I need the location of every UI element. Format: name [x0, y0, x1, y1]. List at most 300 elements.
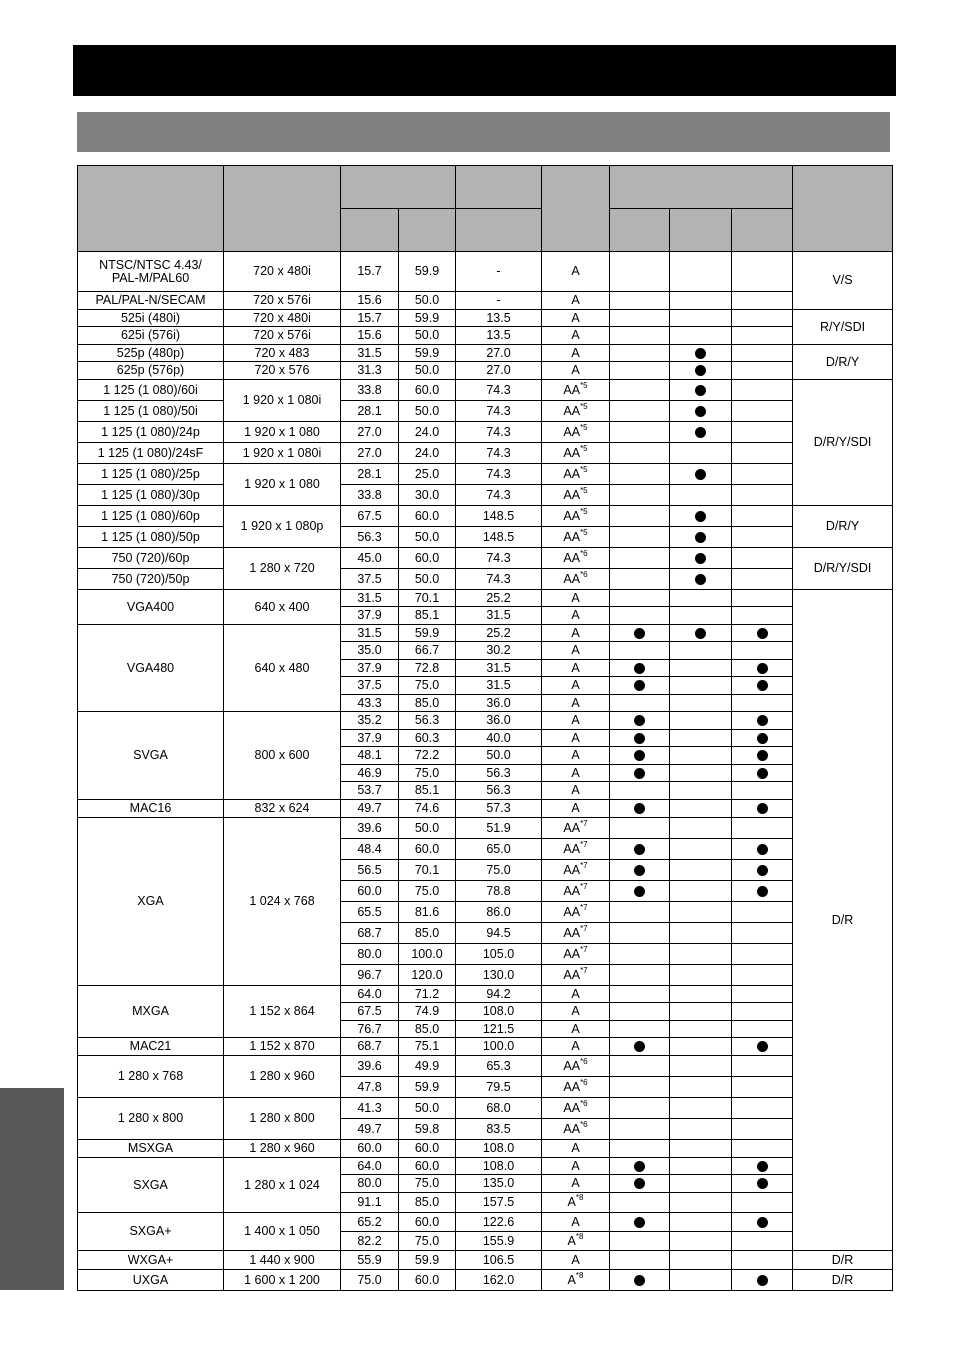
h-freq-cell-text: 15.7 [357, 310, 382, 325]
v-freq-cell-text: 59.9 [414, 1079, 440, 1094]
mode-cell [78, 327, 224, 345]
header-compat-2 [670, 209, 732, 252]
h-freq-cell [341, 252, 399, 292]
compat-cell-3 [732, 422, 793, 443]
compat-cell-1 [610, 782, 670, 800]
dot-clock-cell [456, 443, 542, 464]
header-horizontal [341, 209, 399, 252]
quality-cell [542, 548, 610, 569]
v-freq-cell [399, 345, 456, 362]
quality-cell-text: A [571, 345, 580, 360]
supported-dot-icon [757, 1217, 768, 1228]
resolution-cell [224, 422, 341, 443]
supported-dot-icon [757, 680, 768, 691]
supported-dot-icon [695, 532, 706, 543]
quality-cell [542, 625, 610, 642]
supported-dot-icon [695, 348, 706, 359]
v-freq-cell-text: 100.0 [411, 946, 443, 961]
compat-cell-1 [610, 944, 670, 965]
h-freq-cell-text: 49.7 [357, 1121, 382, 1136]
supported-dot-icon [695, 469, 706, 480]
compat-cell-1 [610, 712, 670, 730]
compat-cell-3 [732, 380, 793, 401]
dot-clock-cell-text: 56.3 [486, 783, 511, 797]
dot-clock-cell [456, 1140, 542, 1158]
dot-clock-cell [456, 362, 542, 380]
header-picture-quality [542, 166, 610, 252]
compat-cell-1 [610, 422, 670, 443]
compat-cell-3 [732, 625, 793, 642]
mode-cell-text: 1 125 (1 080)/30p [101, 487, 200, 502]
header-scan-frequency [341, 166, 456, 209]
format-cell-text: D/R [831, 1252, 854, 1267]
h-freq-cell-text: 75.0 [357, 1272, 382, 1287]
table-row [78, 327, 893, 345]
supported-dot-icon [695, 406, 706, 417]
h-freq-cell-text: 28.1 [357, 403, 382, 418]
quality-cell-text: AA [563, 1058, 581, 1073]
dot-clock-cell [456, 310, 542, 327]
resolution-cell-text: 720 x 480i [253, 264, 311, 278]
footnote-mark: *6 [580, 569, 588, 579]
mode-cell [78, 485, 224, 506]
compat-cell-1 [610, 1021, 670, 1038]
resolution-cell [224, 362, 341, 380]
h-freq-cell-text: 46.9 [357, 765, 382, 780]
compat-cell-3 [732, 800, 793, 818]
h-freq-cell-text: 31.5 [357, 625, 382, 640]
dot-clock-cell-text: 74.3 [486, 382, 511, 397]
compat-cell-3 [732, 1193, 793, 1213]
quality-cell [542, 569, 610, 590]
compat-cell-1 [610, 310, 670, 327]
h-freq-cell [341, 747, 399, 765]
compat-cell-2 [670, 765, 732, 782]
v-freq-cell [399, 965, 456, 986]
h-freq-cell-text: 80.0 [357, 946, 382, 961]
h-freq-cell [341, 506, 399, 527]
resolution-cell [224, 625, 341, 712]
format-cell [793, 506, 893, 548]
v-freq-cell-text: 72.8 [414, 660, 440, 675]
supported-dot-icon [634, 663, 645, 674]
mode-cell [78, 1140, 224, 1158]
mode-cell [78, 252, 224, 292]
supported-dot-icon [757, 844, 768, 855]
v-freq-cell-text: 60.0 [414, 382, 440, 397]
h-freq-cell-text: 33.8 [357, 382, 382, 397]
v-freq-cell-text: 120.0 [411, 967, 443, 982]
quality-cell-text: A [571, 765, 580, 780]
quality-cell [542, 765, 610, 782]
table-row [78, 292, 893, 310]
mode-cell-text: SXGA [133, 1177, 168, 1192]
v-freq-cell-text: 75.0 [414, 1176, 440, 1190]
resolution-cell-text: 1 024 x 768 [249, 894, 315, 908]
format-cell [793, 548, 893, 590]
compat-cell-2 [670, 1232, 732, 1251]
dot-clock-cell-text: 40.0 [486, 730, 511, 745]
compat-cell-3 [732, 730, 793, 747]
v-freq-cell-text: 59.9 [414, 625, 440, 640]
compat-cell-3 [732, 292, 793, 310]
supported-dot-icon [757, 803, 768, 814]
quality-cell-text: A [571, 293, 580, 307]
v-freq-cell-text: 75.0 [414, 883, 440, 898]
v-freq-cell [399, 1140, 456, 1158]
supported-dot-icon [695, 365, 706, 376]
quality-cell-text: A [571, 695, 580, 710]
v-freq-cell [399, 1232, 456, 1251]
h-freq-cell [341, 1003, 399, 1021]
table-row [78, 401, 893, 422]
compat-cell-1 [610, 1140, 670, 1158]
header-compat-1 [610, 209, 670, 252]
h-freq-cell-text: 35.0 [357, 643, 382, 657]
compat-cell-3 [732, 345, 793, 362]
compat-cell-3 [732, 944, 793, 965]
h-freq-cell [341, 839, 399, 860]
compat-cell-2 [670, 1251, 732, 1270]
resolution-cell [224, 1038, 341, 1056]
v-freq-cell-text: 50.0 [414, 293, 440, 307]
compat-cell-1 [610, 1213, 670, 1232]
quality-cell [542, 1251, 610, 1270]
h-freq-cell [341, 944, 399, 965]
compat-cell-3 [732, 1232, 793, 1251]
v-freq-cell-text: 59.8 [414, 1121, 440, 1136]
v-freq-cell-text: 30.0 [414, 487, 440, 502]
h-freq-cell-text: 55.9 [357, 1252, 382, 1267]
header-compatibility [610, 166, 793, 209]
dot-clock-cell-text: 36.0 [486, 695, 511, 710]
h-freq-cell-text: 64.0 [357, 1158, 382, 1173]
compat-cell-3 [732, 401, 793, 422]
dot-clock-cell-text: 155.9 [482, 1233, 515, 1248]
compat-cell-2 [670, 625, 732, 642]
supported-dot-icon [695, 511, 706, 522]
compat-cell-2 [670, 345, 732, 362]
compat-cell-3 [732, 1098, 793, 1119]
h-freq-cell-text: 37.9 [357, 660, 382, 675]
compat-cell-3 [732, 695, 793, 712]
quality-cell-text: AA [563, 1079, 581, 1094]
v-freq-cell-text: 75.0 [414, 1233, 440, 1248]
compat-cell-1 [610, 548, 670, 569]
h-freq-cell-text: 39.6 [357, 1058, 382, 1073]
dot-clock-cell-text: 36.0 [486, 713, 511, 727]
supported-dot-icon [757, 1275, 768, 1286]
h-freq-cell-text: 60.0 [357, 1141, 382, 1155]
mode-cell-text: UXGA [132, 1272, 169, 1287]
table-row [78, 1270, 893, 1291]
format-cell-text: D/R [831, 912, 854, 927]
h-freq-cell [341, 923, 399, 944]
compat-cell-2 [670, 818, 732, 839]
v-freq-cell-text: 50.0 [414, 328, 440, 342]
compat-cell-2 [670, 1021, 732, 1038]
resolution-cell-text: 640 x 400 [254, 599, 310, 614]
compat-cell-1 [610, 327, 670, 345]
v-freq-cell-text: 60.0 [414, 1141, 440, 1155]
compat-cell-2 [670, 401, 732, 422]
table-row [78, 1158, 893, 1175]
quality-cell-text: A [571, 363, 580, 377]
resolution-cell-text: 1 920 x 1 080 [244, 477, 320, 491]
compat-cell-3 [732, 590, 793, 607]
compat-cell-2 [670, 422, 732, 443]
mode-cell [78, 818, 224, 986]
quality-cell-text: AA [563, 841, 581, 856]
quality-cell [542, 401, 610, 422]
h-freq-cell-text: 68.7 [357, 1039, 382, 1053]
compat-cell-1 [610, 765, 670, 782]
v-freq-cell-text: 50.0 [414, 363, 440, 377]
compat-cell-2 [670, 881, 732, 902]
compat-cell-1 [610, 485, 670, 506]
quality-cell [542, 839, 610, 860]
quality-cell-text: A [571, 608, 580, 622]
v-freq-cell [399, 839, 456, 860]
v-freq-cell-text: 72.2 [414, 748, 440, 762]
quality-cell-text: A [571, 660, 580, 675]
v-freq-cell-text: 50.0 [414, 1100, 440, 1115]
dot-clock-cell [456, 765, 542, 782]
dot-clock-cell-text: 162.0 [482, 1272, 515, 1287]
h-freq-cell-text: 82.2 [357, 1233, 382, 1248]
h-freq-cell-text: 76.7 [357, 1021, 382, 1036]
dot-clock-cell [456, 422, 542, 443]
h-freq-cell [341, 881, 399, 902]
compat-cell-2 [670, 712, 732, 730]
v-freq-cell-text: 75.1 [414, 1039, 440, 1053]
supported-dot-icon [695, 628, 706, 639]
dot-clock-cell-text: 86.0 [486, 904, 511, 919]
mode-cell [78, 1098, 224, 1140]
h-freq-cell [341, 422, 399, 443]
compat-cell-2 [670, 485, 732, 506]
format-cell-text: R/Y/SDI [819, 319, 866, 334]
mode-cell-text: PAL/PAL-N/SECAM [95, 293, 206, 307]
v-freq-cell [399, 642, 456, 660]
h-freq-cell [341, 860, 399, 881]
dot-clock-cell-text: 157.5 [482, 1195, 515, 1209]
h-freq-cell-text: 48.4 [357, 841, 382, 856]
quality-cell [542, 965, 610, 986]
quality-cell-text: A [571, 730, 580, 745]
resolution-cell-text: 1 152 x 870 [249, 1039, 315, 1053]
compat-cell-1 [610, 345, 670, 362]
quality-cell [542, 607, 610, 625]
v-freq-cell-text: 85.0 [414, 1021, 440, 1036]
dot-clock-cell [456, 1021, 542, 1038]
resolution-cell [224, 712, 341, 800]
compat-cell-1 [610, 839, 670, 860]
v-freq-cell [399, 944, 456, 965]
table-row [78, 464, 893, 485]
compat-cell-2 [670, 1038, 732, 1056]
dot-clock-cell [456, 695, 542, 712]
compat-cell-1 [610, 1193, 670, 1213]
h-freq-cell [341, 380, 399, 401]
h-freq-cell-text: 15.7 [357, 264, 382, 278]
mode-cell [78, 1251, 224, 1270]
h-freq-cell [341, 1077, 399, 1098]
h-freq-cell [341, 800, 399, 818]
mode-cell-text: VGA400 [126, 599, 175, 614]
dot-clock-cell-text: 74.3 [486, 550, 511, 565]
resolution-cell-text: 1 920 x 1 080p [240, 519, 324, 533]
dot-clock-cell-text: 74.3 [486, 466, 511, 481]
v-freq-cell [399, 986, 456, 1003]
resolution-cell-text: 720 x 480i [253, 310, 311, 325]
dot-clock-cell [456, 660, 542, 677]
v-freq-cell-text: 66.7 [414, 643, 440, 657]
compat-cell-3 [732, 1038, 793, 1056]
h-freq-cell [341, 965, 399, 986]
dot-clock-cell [456, 712, 542, 730]
h-freq-cell [341, 1021, 399, 1038]
footnote-mark: *6 [580, 1077, 588, 1087]
mode-cell [78, 443, 224, 464]
resolution-cell-text: 1 280 x 800 [249, 1111, 315, 1125]
dot-clock-cell-text: 148.5 [482, 529, 515, 544]
compat-cell-2 [670, 443, 732, 464]
supported-dot-icon [757, 886, 768, 897]
mode-cell [78, 345, 224, 362]
v-freq-cell [399, 782, 456, 800]
compat-cell-3 [732, 607, 793, 625]
dot-clock-cell-text: 68.0 [486, 1100, 511, 1115]
v-freq-cell-text: 60.0 [414, 1272, 440, 1287]
compat-cell-1 [610, 1251, 670, 1270]
compat-cell-2 [670, 1077, 732, 1098]
dot-clock-cell-text: 13.5 [486, 310, 511, 325]
h-freq-cell-text: 67.5 [357, 508, 382, 523]
dot-clock-cell-text: 75.0 [486, 862, 511, 877]
dot-clock-cell-text: 31.5 [486, 608, 511, 622]
dot-clock-cell [456, 625, 542, 642]
compat-cell-1 [610, 1098, 670, 1119]
h-freq-cell [341, 695, 399, 712]
mode-cell-text: 525i (480i) [120, 310, 181, 325]
dot-clock-cell [456, 881, 542, 902]
compat-cell-2 [670, 1098, 732, 1119]
compat-cell-1 [610, 1232, 670, 1251]
footnote-mark: *7 [580, 965, 588, 975]
footnote-mark: *7 [580, 923, 588, 933]
v-freq-cell-text: 70.1 [414, 590, 440, 605]
compat-cell-1 [610, 1175, 670, 1193]
resolution-cell [224, 818, 341, 986]
compat-cell-3 [732, 310, 793, 327]
v-freq-cell [399, 485, 456, 506]
mode-cell-text: 1 125 (1 080)/60p [101, 508, 200, 523]
v-freq-cell [399, 292, 456, 310]
quality-cell-text: AA [563, 862, 581, 877]
supported-dot-icon [634, 750, 645, 761]
compat-cell-2 [670, 902, 732, 923]
footnote-mark: *5 [580, 401, 588, 411]
v-freq-cell-text: 60.0 [414, 508, 440, 523]
dot-clock-cell [456, 1056, 542, 1077]
h-freq-cell [341, 1119, 399, 1140]
quality-cell-text: A [571, 1039, 580, 1053]
quality-cell-text: AA [563, 424, 581, 439]
compat-cell-2 [670, 944, 732, 965]
format-cell [793, 252, 893, 310]
h-freq-cell [341, 1098, 399, 1119]
format-cell-text: D/R [831, 1272, 854, 1287]
h-freq-cell-text: 41.3 [357, 1100, 382, 1115]
footnote-mark: *5 [580, 380, 588, 390]
compat-cell-3 [732, 1270, 793, 1291]
compat-cell-2 [670, 590, 732, 607]
quality-cell-text: A [571, 801, 580, 815]
quality-cell [542, 1119, 610, 1140]
quality-cell-text: A [571, 590, 580, 605]
mode-cell [78, 986, 224, 1038]
dot-clock-cell-text: 74.3 [486, 424, 511, 439]
v-freq-cell-text: 60.0 [414, 1214, 440, 1229]
format-cell [793, 310, 893, 345]
mode-cell-text: VGA480 [126, 660, 175, 675]
quality-cell [542, 1077, 610, 1098]
compat-cell-3 [732, 443, 793, 464]
v-freq-cell [399, 362, 456, 380]
compat-cell-2 [670, 695, 732, 712]
v-freq-cell-text: 60.0 [414, 550, 440, 565]
compat-cell-1 [610, 362, 670, 380]
quality-cell [542, 506, 610, 527]
dot-clock-cell [456, 1077, 542, 1098]
quality-cell [542, 292, 610, 310]
footnote-mark: *6 [580, 548, 588, 558]
compat-cell-2 [670, 677, 732, 695]
compat-cell-2 [670, 986, 732, 1003]
quality-cell-text: A [571, 713, 580, 727]
mode-cell-text: WXGA+ [127, 1252, 174, 1267]
h-freq-cell-text: 49.7 [357, 801, 382, 815]
resolution-cell [224, 345, 341, 362]
dot-clock-cell [456, 1232, 542, 1251]
resolution-cell [224, 548, 341, 590]
table-row [78, 818, 893, 839]
quality-cell [542, 818, 610, 839]
h-freq-cell [341, 310, 399, 327]
dot-clock-cell-text: 135.0 [482, 1176, 515, 1190]
dot-clock-cell [456, 252, 542, 292]
quality-cell-text: A [567, 1195, 576, 1209]
dot-clock-cell [456, 1193, 542, 1213]
table-row [78, 506, 893, 527]
compat-cell-2 [670, 660, 732, 677]
h-freq-cell [341, 590, 399, 607]
mode-cell-text: 1 125 (1 080)/25p [101, 466, 200, 481]
format-cell-text: V/S [832, 273, 853, 287]
format-cell [793, 345, 893, 380]
h-freq-cell [341, 1175, 399, 1193]
h-freq-cell [341, 607, 399, 625]
dot-clock-cell-text: 65.3 [486, 1058, 511, 1073]
h-freq-cell-text: 15.6 [357, 328, 382, 342]
table-row [78, 1213, 893, 1232]
v-freq-cell [399, 252, 456, 292]
quality-cell [542, 527, 610, 548]
supported-dot-icon [695, 574, 706, 585]
dot-clock-cell [456, 607, 542, 625]
quality-cell [542, 677, 610, 695]
